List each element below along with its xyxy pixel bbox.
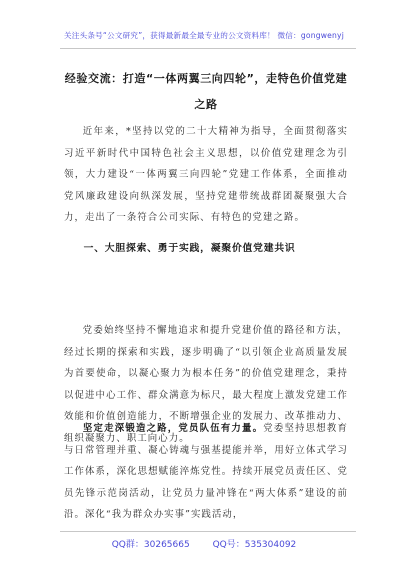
- footer-qq-number: QQ号：535304092: [212, 540, 297, 550]
- document-title: 经验交流：打造“一体两翼三向四轮”，走特色价值党建之路: [64, 72, 348, 111]
- footer-divider: [60, 531, 356, 532]
- footer-qq-group: QQ群：30265665: [111, 540, 190, 550]
- section-2-body: 党委坚持思想教育与日常管理并重、凝心铸魂与强基提能并举，用好立体式学习工作体系，深化思想赋能淬炼党性。持续开展党员责任区、党员先锋示范岗活动，让党员力量冲锋在“两大体系”建设的前沿。深化“我为群众办实事”实践活动，: [64, 423, 348, 521]
- intro-paragraph: 近年来，*坚持以党的二十大精神为指导，全面贯彻落实习近平新时代中国特色社会主义思想，以价值党建理念为引领，大力建设“一体两翼三向四轮”党建工作体系，全面推动党风廉政建设向纵深发展，坚持党建带统战群团凝聚强大合力，走出了一条符合公司实际、有特色的党建之路。: [64, 126, 348, 224]
- footer-contacts: [0, 537, 408, 550]
- header-promo-note: 关注头条号“公文研究”，获得最新最全最专业的公文资料库！ 微信：gongwenyj: [63, 31, 345, 40]
- section-heading-1: 一、大胆探索、勇于实践，凝聚价值党建共识: [83, 243, 296, 254]
- section-2-paragraph: [64, 418, 348, 526]
- section-2-lead: 坚定走深锻造之路，党员队伍有力量。: [82, 423, 264, 434]
- header-divider: [60, 48, 356, 49]
- section-1-paragraph: 党委始终坚持不懈地追求和提升党建价值的路径和方法，经过长期的探索和实践，逐步明确了“以引领企业高质量发展为首要使命，以凝心聚力为根本任务”的价值党建理念，秉持以促进中心工作、群众满意为标尺，最大程度上激发党建工作效能和价值创造能力，不断增强企业的发展力、改革推动力、组织凝聚力、职工向心力。: [64, 325, 348, 444]
